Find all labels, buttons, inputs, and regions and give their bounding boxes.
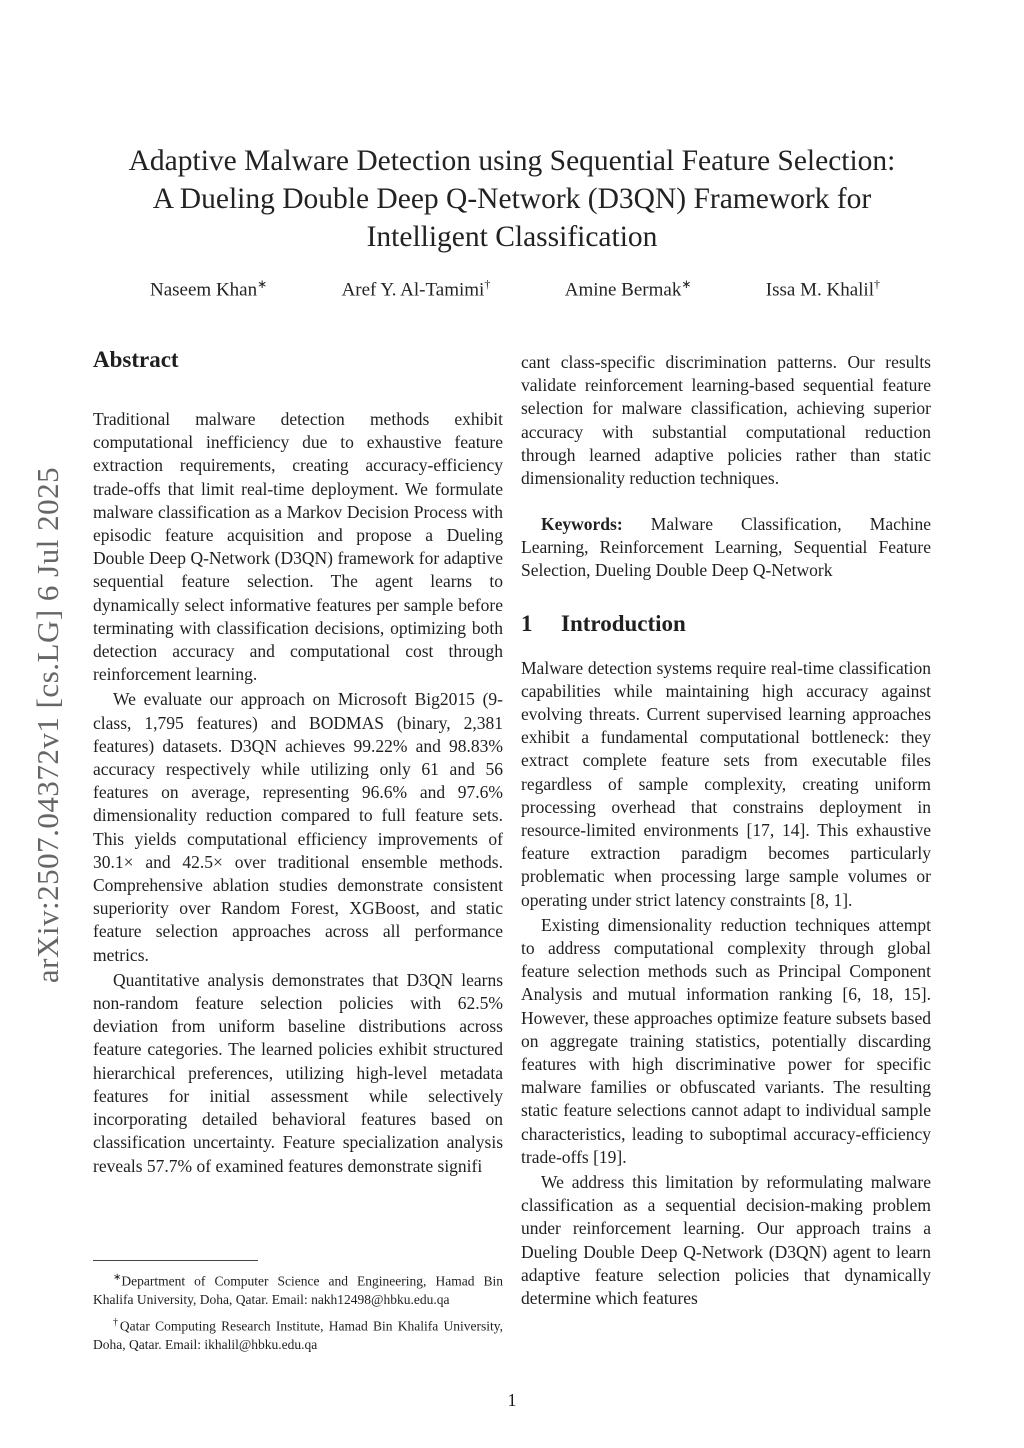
author: Issa M. Khalil† [765, 277, 880, 301]
abstract-paragraph-3: Quantitative analysis demonstrates that D3QN learns non-random feature selection policies with 62.5% deviation from uniform baseline distributions across feature categories. The learned policies exhibit structured hierarchical preferences, utilizing high-level metadata features for initial assessment while selectively incorporating detailed behavioral features based on classification uncertainty. Feature specialization analysis reveals 57.7% of examined features demonstrate signifi [93, 969, 503, 1176]
footnote-1: ∗Department of Computer Science and Engineering, Hamad Bin Khalifa University, Doha, Qatar. Email: nakh12498@hbku.edu.qa [93, 1272, 503, 1307]
title-line-3: Intelligent Classification [366, 221, 658, 253]
author: Aref Y. Al-Tamimi† [341, 277, 491, 301]
abstract-paragraph-1: Traditional malware detection methods exhibit computational inefficiency due to exhaustive feature extraction requirements, creating accuracy-efficiency trade-offs that limit real-time deployment. We formulate malware classification as a Markov Decision Process with episodic feature acquisition and propose a Dueling Double Deep Q-Network (D3QN) framework for adaptive sequential feature selection. The agent learns to dynamically select informative features per sample before terminating with classification decisions, optimizing both detection accuracy and computational cost through reinforcement learning. [93, 409, 503, 685]
title-line-2: A Dueling Double Deep Q-Network (D3QN) Framework for [152, 183, 872, 215]
author-list [150, 277, 880, 301]
intro-paragraph-3: We address this limitation by reformulating malware classification as a sequential decision-making problem under reinforcement learning. Our approach trains a Dueling Double Deep Q-Network (D3QN) agent to learn adaptive feature selection policies that dynamically determine which features [521, 1172, 931, 1309]
arxiv-sidebar [18, 435, 78, 1015]
abstract-heading: Abstract [93, 347, 179, 372]
abstract-paragraph-3-continued: cant class-specific discrimination patterns. Our results validate reinforcement learning-based sequential feature selection for malware classification, achieving superior accuracy with substantial computational reduction through learned adaptive policies rather than static dimensionality reduction techniques. [521, 352, 931, 489]
keywords: Keywords: Malware Classification, Machine Learning, Reinforcement Learning, Sequential Feature Selection, Dueling Double Deep Q-Network [521, 514, 931, 581]
intro-paragraph-1: Malware detection systems require real-time classification capabilities while maintaining high accuracy against evolving threats. Current supervised learning approaches exhibit a fundamental computational bottleneck: they extract complete feature sets from executable files regardless of sample complexity, creating uniform processing overhead that constrains deployment in resource-limited environments [17, 14]. This exhaustive feature extraction paradigm becomes particularly problematic when processing large sample volumes or operating under strict latency constraints [8, 1]. [521, 657, 931, 910]
section-heading-introduction: 1 Introduction [521, 610, 686, 636]
title-line-1: Adaptive Malware Detection using Sequential Feature Selection: [128, 145, 896, 177]
author: Amine Bermak∗ [564, 277, 692, 301]
footnote-2: †Qatar Computing Research Institute, Hamad Bin Khalifa University, Doha, Qatar. Email: ikhalil@hbku.edu.qa [93, 1316, 503, 1352]
left-column [93, 345, 503, 1178]
arxiv-identifier[interactable]: arXiv:2507.04372v1 [cs.LG] 6 Jul 2025 [30, 466, 66, 984]
footnote-rule [93, 1260, 258, 1261]
abstract-paragraph-2: We evaluate our approach on Microsoft Big2015 (9-class, 1,795 features) and BODMAS (binary, 2,381 features) datasets. D3QN achieves 99.22% and 98.83% accuracy respectively while utilizing only 61 and 56 features on average, representing 96.6% and 97.6% dimensionality reduction compared to full feature sets. This yields computational efficiency improvements of 30.1× and 42.5× over traditional ensemble methods. Comprehensive ablation studies demonstrate consistent superiority over Random Forest, XGBoost, and static feature selection approaches across all performance metrics. [93, 689, 503, 965]
page-number: 1 [507, 1390, 517, 1410]
right-column [521, 351, 931, 1310]
paper-title [100, 142, 924, 256]
footnotes [93, 1260, 503, 1354]
author: Naseem Khan∗ [150, 277, 268, 301]
intro-paragraph-2: Existing dimensionality reduction techniques attempt to address computational complexity through global feature selection methods such as Principal Component Analysis and mutual information ranking [6, 18, 15]. However, these approaches optimize feature subsets based on aggregate training statistics, potentially discarding features with high discriminative power for specific malware families or obfuscated variants. The resulting static feature selections cannot adapt to individual sample characteristics, leading to suboptimal accuracy-efficiency trade-offs [19]. [521, 914, 931, 1167]
